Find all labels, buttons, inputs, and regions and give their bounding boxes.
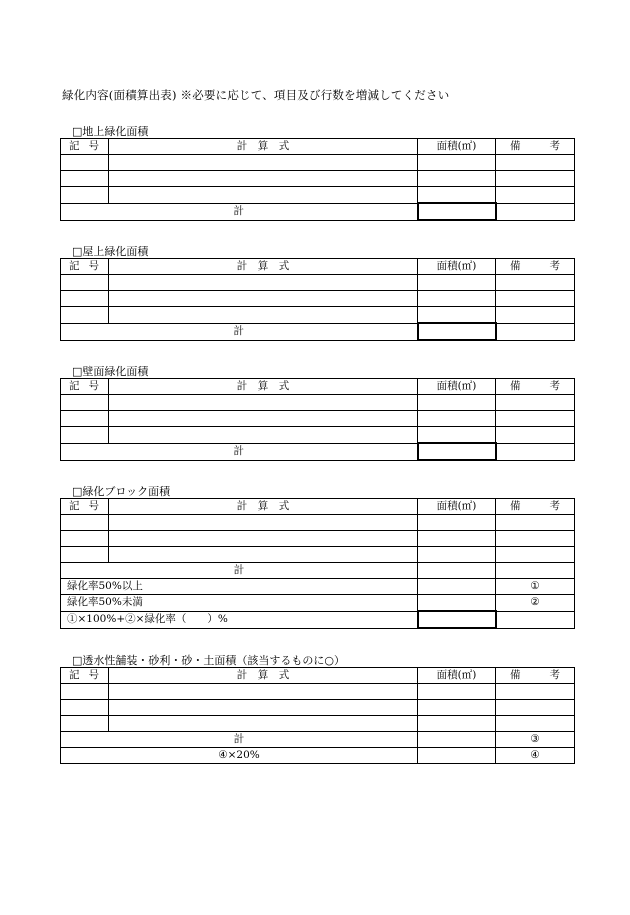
header-row xyxy=(61,499,575,515)
table-row xyxy=(61,411,575,427)
ratio-label: 緑化率50%以上 xyxy=(61,579,418,595)
table-row xyxy=(61,515,575,531)
table-row xyxy=(61,531,575,547)
result-area-box[interactable] xyxy=(418,611,496,628)
table-row xyxy=(61,700,575,716)
col-area: 面積(㎡) xyxy=(418,668,496,684)
formula-note: ④ xyxy=(496,748,575,764)
table-row xyxy=(61,155,575,171)
ratio-row-over-50 xyxy=(61,579,575,595)
section-title-ground-greening: □地上緑化面積 xyxy=(72,125,149,138)
table-greening-block xyxy=(60,498,575,629)
table-row xyxy=(61,275,575,291)
col-remarks: 備 考 xyxy=(496,139,575,155)
ratio-row-under-50 xyxy=(61,595,575,612)
total-row xyxy=(61,563,575,579)
section-title-permeable-paving: □透水性舗装・砂利・砂・土面積（該当するものに○） xyxy=(72,654,345,667)
total-label: 計 xyxy=(61,443,418,460)
col-area: 面積(㎡) xyxy=(418,379,496,395)
col-formula: 計 算 式 xyxy=(109,259,418,275)
section-title-wall-greening: □壁面緑化面積 xyxy=(72,365,149,378)
col-kigou: 記 号 xyxy=(61,139,109,155)
col-formula: 計 算 式 xyxy=(109,499,418,515)
ratio-note: ② xyxy=(496,595,575,612)
table-permeable-paving xyxy=(60,667,575,764)
col-remarks: 備 考 xyxy=(496,499,575,515)
col-remarks: 備 考 xyxy=(496,668,575,684)
col-formula: 計 算 式 xyxy=(109,379,418,395)
total-area-box[interactable] xyxy=(418,323,496,340)
header-row xyxy=(61,668,575,684)
table-row xyxy=(61,547,575,563)
total-label: 計 xyxy=(61,323,418,340)
table-ground-greening xyxy=(60,138,575,221)
total-label: 計 xyxy=(61,732,418,748)
col-kigou: 記 号 xyxy=(61,379,109,395)
formula-row xyxy=(61,611,575,628)
total-row xyxy=(61,732,575,748)
col-kigou: 記 号 xyxy=(61,259,109,275)
header-row xyxy=(61,379,575,395)
section-title-rooftop-greening: □屋上緑化面積 xyxy=(72,245,149,258)
col-kigou: 記 号 xyxy=(61,499,109,515)
table-row xyxy=(61,716,575,732)
col-remarks: 備 考 xyxy=(496,379,575,395)
total-area-box[interactable] xyxy=(418,203,496,220)
table-row xyxy=(61,684,575,700)
formula-row xyxy=(61,748,575,764)
total-label: 計 xyxy=(61,563,418,579)
total-row xyxy=(61,443,575,460)
formula-label: ④×20% xyxy=(61,748,418,764)
table-row xyxy=(61,395,575,411)
total-note: ③ xyxy=(496,732,575,748)
table-wall-greening xyxy=(60,378,575,461)
total-area-box[interactable] xyxy=(418,443,496,460)
ratio-label: 緑化率50%未満 xyxy=(61,595,418,612)
col-remarks: 備 考 xyxy=(496,259,575,275)
table-row xyxy=(61,171,575,187)
header-row xyxy=(61,259,575,275)
total-label: 計 xyxy=(61,203,418,220)
col-formula: 計 算 式 xyxy=(109,668,418,684)
table-row xyxy=(61,307,575,324)
col-area: 面積(㎡) xyxy=(418,259,496,275)
table-row xyxy=(61,187,575,204)
col-area: 面積(㎡) xyxy=(418,139,496,155)
col-kigou: 記 号 xyxy=(61,668,109,684)
page-heading: 緑化内容(面積算出表) ※必要に応じて、項目及び行数を増減してください xyxy=(62,88,450,102)
table-row xyxy=(61,291,575,307)
table-row xyxy=(61,427,575,444)
header-row xyxy=(61,139,575,155)
formula-label: ①×100%+②×緑化率（ ）% xyxy=(61,611,418,628)
section-title-greening-block: □緑化ブロック面積 xyxy=(72,485,171,498)
col-area: 面積(㎡) xyxy=(418,499,496,515)
col-formula: 計 算 式 xyxy=(109,139,418,155)
table-rooftop-greening xyxy=(60,258,575,341)
ratio-note: ① xyxy=(496,579,575,595)
total-row xyxy=(61,323,575,340)
total-row xyxy=(61,203,575,220)
